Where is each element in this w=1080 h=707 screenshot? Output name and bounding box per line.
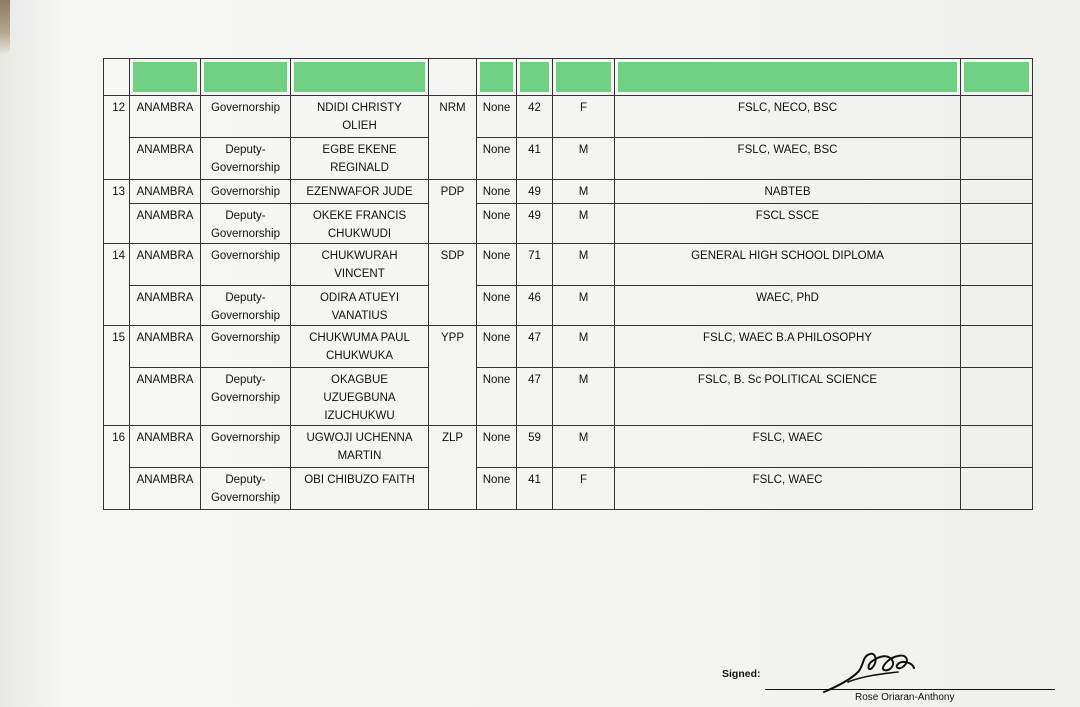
cell-office-line: Governorship xyxy=(210,102,281,114)
cell-candidate-name-line: VANATIUS xyxy=(331,310,388,322)
cell-sex: M xyxy=(553,286,615,326)
header-cell-no xyxy=(104,59,130,96)
cell-number: 14 xyxy=(104,244,130,286)
cell-number xyxy=(104,204,130,244)
cell-remarks xyxy=(961,138,1033,180)
cell-candidate-name-line: IZUCHUKWU xyxy=(324,410,395,422)
cell-candidate-name xyxy=(291,96,429,138)
cell-candidate-name-line: CHUKWUMA PAUL xyxy=(309,332,410,344)
cell-office-line: Governorship xyxy=(210,332,281,344)
cell-state: ANAMBRA xyxy=(130,180,201,204)
cell-remarks xyxy=(961,204,1033,244)
header-cell-remarks xyxy=(961,59,1033,96)
table-row xyxy=(104,244,1033,286)
cell-disability: None xyxy=(477,426,517,468)
cell-age: 71 xyxy=(517,244,553,286)
cell-state: ANAMBRA xyxy=(130,96,201,138)
header-cell-age xyxy=(517,59,553,96)
cell-state: ANAMBRA xyxy=(130,368,201,426)
cell-candidate-name xyxy=(291,138,429,180)
cell-office xyxy=(201,96,291,138)
cell-disability: None xyxy=(477,180,517,204)
cell-qualification: FSLC, WAEC xyxy=(615,468,961,510)
cell-office xyxy=(201,204,291,244)
cell-candidate-name xyxy=(291,326,429,368)
cell-remarks xyxy=(961,96,1033,138)
cell-disability: None xyxy=(477,468,517,510)
cell-office-line: Governorship xyxy=(210,432,281,444)
cell-disability: None xyxy=(477,326,517,368)
cell-sex: M xyxy=(553,426,615,468)
cell-number xyxy=(104,368,130,426)
cell-age: 49 xyxy=(517,204,553,244)
cell-disability: None xyxy=(477,204,517,244)
header-cell-party xyxy=(429,59,477,96)
cell-age: 41 xyxy=(517,138,553,180)
cell-remarks xyxy=(961,286,1033,326)
cell-office-line: Governorship xyxy=(210,310,281,322)
cell-candidate-name xyxy=(291,244,429,286)
cell-qualification: FSLC, WAEC, BSC xyxy=(615,138,961,180)
cell-number: 16 xyxy=(104,426,130,468)
signer-name: Rose Oriaran-Anthony xyxy=(855,692,955,703)
table-row xyxy=(104,368,1033,426)
cell-candidate-name-line: OBI CHIBUZO FAITH xyxy=(304,474,415,486)
cell-candidate-name-line: REGINALD xyxy=(330,162,389,174)
cell-party xyxy=(429,138,477,180)
cell-party: NRM xyxy=(429,96,477,138)
header-cell-name xyxy=(291,59,429,96)
cell-sex: F xyxy=(553,96,615,138)
cell-qualification: FSLC, B. Sc POLITICAL SCIENCE xyxy=(615,368,961,426)
table-row xyxy=(104,286,1033,326)
cell-disability: None xyxy=(477,96,517,138)
cell-remarks xyxy=(961,180,1033,204)
cell-candidate-name xyxy=(291,468,429,510)
cell-disability: None xyxy=(477,368,517,426)
table-row xyxy=(104,138,1033,180)
cell-office-line: Governorship xyxy=(210,162,281,174)
cell-office xyxy=(201,286,291,326)
cell-office-line: Deputy- xyxy=(225,292,266,304)
cell-age: 47 xyxy=(517,368,553,426)
cell-office-line: Deputy- xyxy=(225,144,266,156)
cell-state: ANAMBRA xyxy=(130,326,201,368)
cell-sex: M xyxy=(553,204,615,244)
cell-office xyxy=(201,468,291,510)
table-row xyxy=(104,326,1033,368)
cell-candidate-name-line: CHUKWUKA xyxy=(325,350,394,362)
cell-office-line: Governorship xyxy=(210,492,281,504)
cell-qualification: GENERAL HIGH SCHOOL DIPLOMA xyxy=(615,244,961,286)
cell-remarks xyxy=(961,468,1033,510)
cell-office-line: Deputy- xyxy=(225,210,266,222)
cell-candidate-name-line: EZENWAFOR JUDE xyxy=(306,186,413,198)
cell-office xyxy=(201,138,291,180)
cell-candidate-name-line: CHUKWUDI xyxy=(327,228,392,240)
cell-sex: M xyxy=(553,244,615,286)
cell-party xyxy=(429,468,477,510)
candidates-table xyxy=(103,58,1033,510)
cell-party: YPP xyxy=(429,326,477,368)
cell-disability: None xyxy=(477,286,517,326)
cell-state: ANAMBRA xyxy=(130,244,201,286)
cell-sex: M xyxy=(553,180,615,204)
cell-sex: F xyxy=(553,468,615,510)
table-row xyxy=(104,204,1033,244)
cell-candidate-name-line: CHUKWURAH xyxy=(321,250,398,262)
cell-number xyxy=(104,138,130,180)
cell-qualification: FSLC, WAEC B.A PHILOSOPHY xyxy=(615,326,961,368)
cell-age: 59 xyxy=(517,426,553,468)
table-header-row xyxy=(104,59,1033,96)
cell-party xyxy=(429,286,477,326)
signed-label: Signed: xyxy=(722,668,761,680)
cell-office xyxy=(201,368,291,426)
cell-candidate-name xyxy=(291,204,429,244)
cell-candidate-name-line: OKAGBUE xyxy=(331,374,388,386)
page-corner-shadow xyxy=(0,0,10,55)
cell-number: 12 xyxy=(104,96,130,138)
cell-state: ANAMBRA xyxy=(130,426,201,468)
cell-candidate-name-line: UZUEGBUNA xyxy=(323,392,396,404)
cell-disability: None xyxy=(477,244,517,286)
cell-remarks xyxy=(961,368,1033,426)
cell-remarks xyxy=(961,244,1033,286)
cell-candidate-name xyxy=(291,426,429,468)
cell-office xyxy=(201,426,291,468)
cell-number xyxy=(104,286,130,326)
signature-line xyxy=(765,689,1055,690)
cell-age: 46 xyxy=(517,286,553,326)
cell-office xyxy=(201,244,291,286)
cell-office-line: Governorship xyxy=(210,228,281,240)
table-row xyxy=(104,180,1033,204)
cell-age: 47 xyxy=(517,326,553,368)
cell-disability: None xyxy=(477,138,517,180)
cell-party: ZLP xyxy=(429,426,477,468)
cell-office-line: Governorship xyxy=(210,392,281,404)
table-row xyxy=(104,426,1033,468)
cell-age: 41 xyxy=(517,468,553,510)
cell-qualification: NABTEB xyxy=(615,180,961,204)
table-row xyxy=(104,468,1033,510)
cell-party: PDP xyxy=(429,180,477,204)
cell-office-line: Governorship xyxy=(210,186,281,198)
cell-candidate-name-line: OLIEH xyxy=(342,120,377,132)
cell-state: ANAMBRA xyxy=(130,468,201,510)
cell-party: SDP xyxy=(429,244,477,286)
cell-office xyxy=(201,326,291,368)
cell-party xyxy=(429,368,477,426)
cell-qualification: FSCL SSCE xyxy=(615,204,961,244)
cell-qualification: FSLC, WAEC xyxy=(615,426,961,468)
cell-number: 15 xyxy=(104,326,130,368)
cell-candidate-name-line: UGWOJI UCHENNA xyxy=(306,432,413,444)
cell-number: 13 xyxy=(104,180,130,204)
cell-candidate-name-line: MARTIN xyxy=(337,450,382,462)
cell-candidate-name-line: VINCENT xyxy=(334,268,385,280)
cell-sex: M xyxy=(553,368,615,426)
cell-number xyxy=(104,468,130,510)
cell-office xyxy=(201,180,291,204)
cell-candidate-name-line: EGBE EKENE xyxy=(322,144,397,156)
cell-candidate-name-line: NDIDI CHRISTY xyxy=(317,102,402,114)
cell-remarks xyxy=(961,326,1033,368)
cell-party xyxy=(429,204,477,244)
cell-sex: M xyxy=(553,326,615,368)
cell-state: ANAMBRA xyxy=(130,138,201,180)
header-cell-qualification xyxy=(615,59,961,96)
header-cell-disability xyxy=(477,59,517,96)
table-row xyxy=(104,96,1033,138)
cell-office-line: Deputy- xyxy=(225,474,266,486)
header-cell-office xyxy=(201,59,291,96)
cell-qualification: FSLC, NECO, BSC xyxy=(615,96,961,138)
cell-candidate-name xyxy=(291,368,429,426)
cell-state: ANAMBRA xyxy=(130,204,201,244)
cell-age: 42 xyxy=(517,96,553,138)
cell-candidate-name xyxy=(291,180,429,204)
cell-sex: M xyxy=(553,138,615,180)
cell-candidate-name-line: ODIRA ATUEYI xyxy=(319,292,400,304)
header-cell-state xyxy=(130,59,201,96)
cell-candidate-name-line: OKEKE FRANCIS xyxy=(312,210,407,222)
cell-remarks xyxy=(961,426,1033,468)
header-cell-sex xyxy=(553,59,615,96)
cell-qualification: WAEC, PhD xyxy=(615,286,961,326)
cell-candidate-name xyxy=(291,286,429,326)
cell-office-line: Deputy- xyxy=(225,374,266,386)
cell-office-line: Governorship xyxy=(210,250,281,262)
cell-age: 49 xyxy=(517,180,553,204)
cell-state: ANAMBRA xyxy=(130,286,201,326)
